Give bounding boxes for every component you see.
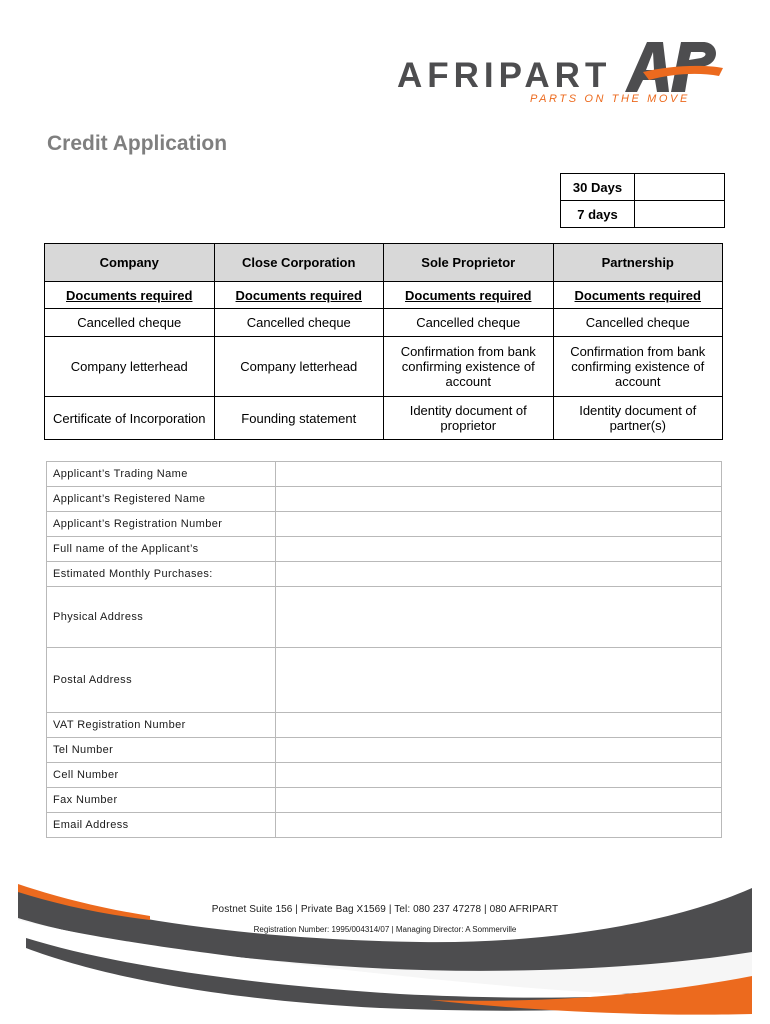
column-header: Partnership xyxy=(553,244,723,282)
terms-row xyxy=(561,201,725,228)
postal-address-field[interactable] xyxy=(276,648,722,713)
tel-number-field[interactable] xyxy=(276,738,722,763)
logo-ap-mark xyxy=(623,36,723,96)
documents-required-label: Documents required xyxy=(553,282,723,309)
document-cell: Company letterhead xyxy=(214,337,384,397)
form-row xyxy=(47,738,722,763)
physical-address-field[interactable] xyxy=(276,587,722,648)
docs-required-row xyxy=(45,282,723,309)
document-cell: Cancelled cheque xyxy=(214,309,384,337)
applicant-details-form xyxy=(46,461,722,838)
registered-name-field[interactable] xyxy=(276,487,722,512)
monthly-purchases-field[interactable] xyxy=(276,562,722,587)
field-label: Cell Number xyxy=(47,763,276,788)
form-row xyxy=(47,648,722,713)
trading-name-field[interactable] xyxy=(276,462,722,487)
terms-label: 7 days xyxy=(561,201,635,228)
form-row xyxy=(47,487,722,512)
page-title: Credit Application xyxy=(47,132,228,155)
form-row xyxy=(47,562,722,587)
logo-tagline: PARTS ON THE MOVE xyxy=(530,93,690,105)
field-label: Estimated Monthly Purchases: xyxy=(47,562,276,587)
field-label: Postal Address xyxy=(47,648,276,713)
logo-wordmark: AFRIPART xyxy=(397,56,612,95)
field-label: Tel Number xyxy=(47,738,276,763)
terms-label: 30 Days xyxy=(561,174,635,201)
form-row xyxy=(47,512,722,537)
document-cell: Cancelled cheque xyxy=(45,309,215,337)
documents-required-table xyxy=(44,243,723,440)
field-label: Fax Number xyxy=(47,788,276,813)
docs-header-row xyxy=(45,244,723,282)
documents-required-label: Documents required xyxy=(214,282,384,309)
registration-number-field[interactable] xyxy=(276,512,722,537)
email-address-field[interactable] xyxy=(276,813,722,838)
column-header: Close Corporation xyxy=(214,244,384,282)
field-label: Full name of the Applicant’s xyxy=(47,537,276,562)
document-cell: Cancelled cheque xyxy=(553,309,723,337)
document-cell: Cancelled cheque xyxy=(384,309,554,337)
company-logo xyxy=(395,36,725,108)
field-label: Applicant’s Trading Name xyxy=(47,462,276,487)
document-cell: Identity document of proprietor xyxy=(384,397,554,440)
field-label: Email Address xyxy=(47,813,276,838)
document-cell: Confirmation from bank confirming existence of account xyxy=(384,337,554,397)
form-row xyxy=(47,788,722,813)
footer-contact-line: Postnet Suite 156 | Private Bag X1569 | Tel: 080 237 47278 | 080 AFRIPART xyxy=(211,904,559,915)
fax-number-field[interactable] xyxy=(276,788,722,813)
terms-checkbox-30-days[interactable] xyxy=(635,174,725,201)
footer-swoosh-graphic xyxy=(0,880,770,1024)
form-row xyxy=(47,813,722,838)
document-cell: Identity document of partner(s) xyxy=(553,397,723,440)
footer-registration-line: Registration Number: 1995/004314/07 | Managing Director: A Sommerville xyxy=(253,925,517,934)
form-row xyxy=(47,763,722,788)
cell-number-field[interactable] xyxy=(276,763,722,788)
full-name-field[interactable] xyxy=(276,537,722,562)
table-row xyxy=(45,337,723,397)
form-row xyxy=(47,537,722,562)
table-row xyxy=(45,309,723,337)
column-header: Company xyxy=(45,244,215,282)
documents-required-label: Documents required xyxy=(384,282,554,309)
document-cell: Company letterhead xyxy=(45,337,215,397)
table-row xyxy=(45,397,723,440)
field-label: Applicant’s Registered Name xyxy=(47,487,276,512)
field-label: VAT Registration Number xyxy=(47,713,276,738)
field-label: Applicant’s Registration Number xyxy=(47,512,276,537)
document-cell: Founding statement xyxy=(214,397,384,440)
form-row xyxy=(47,462,722,487)
column-header: Sole Proprietor xyxy=(384,244,554,282)
field-label: Physical Address xyxy=(47,587,276,648)
document-cell: Certificate of Incorporation xyxy=(45,397,215,440)
terms-checkbox-7-days[interactable] xyxy=(635,201,725,228)
form-row xyxy=(47,713,722,738)
vat-number-field[interactable] xyxy=(276,713,722,738)
form-row xyxy=(47,587,722,648)
terms-row xyxy=(561,174,725,201)
payment-terms-table xyxy=(560,173,725,228)
documents-required-label: Documents required xyxy=(45,282,215,309)
document-cell: Confirmation from bank confirming existence of account xyxy=(553,337,723,397)
